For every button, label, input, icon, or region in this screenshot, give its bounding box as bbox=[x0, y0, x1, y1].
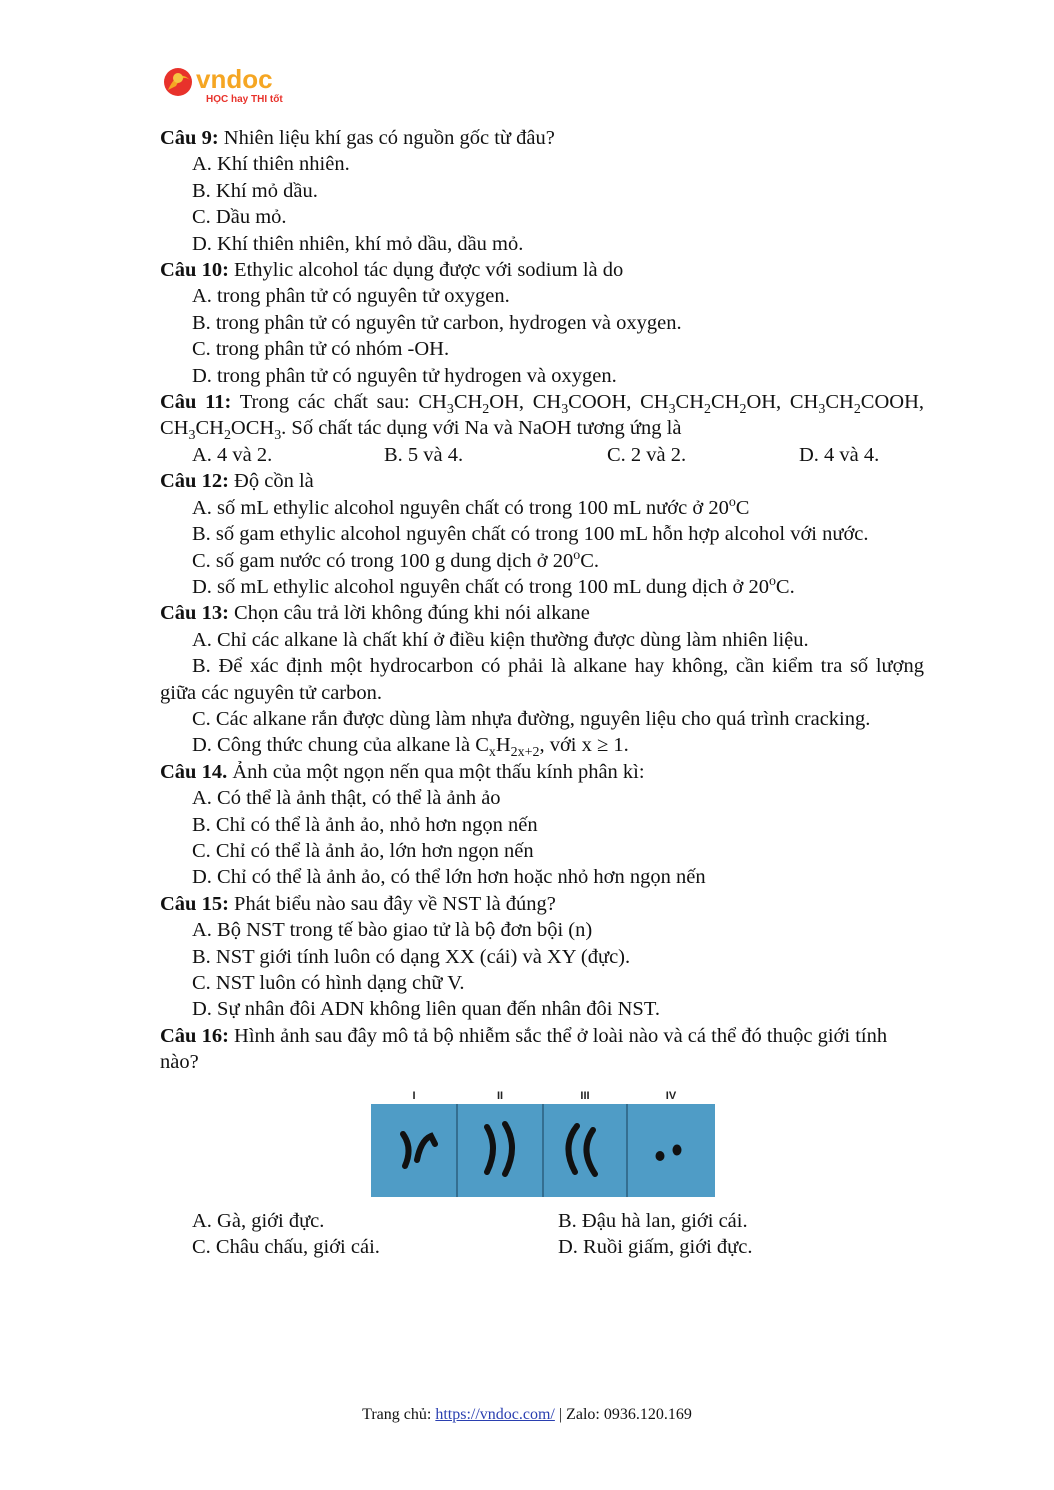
options-row bbox=[160, 1234, 924, 1260]
option: D. Chỉ có thể là ảnh ảo, có thể lớn hơn hoặc nhỏ hơn ngọn nến bbox=[192, 866, 706, 889]
option: D. Ruồi giấm, giới đực. bbox=[558, 1236, 753, 1259]
option: B. Đậu hà lan, giới cái. bbox=[558, 1210, 748, 1233]
option: B. Khí mỏ dầu. bbox=[192, 179, 318, 202]
chromosome-dot bbox=[673, 1144, 682, 1155]
option: C. số gam nước có trong 100 g dung dịch ở 20$^o$C. bbox=[192, 547, 600, 572]
vndoc-logo bbox=[160, 60, 300, 110]
option: A. Có thể là ảnh thật, có thể là ảnh ảo bbox=[192, 787, 501, 810]
homepage-link[interactable]: https://vndoc.com/ bbox=[435, 1406, 555, 1423]
option: D. Khí thiên nhiên, khí mỏ dầu, dầu mỏ. bbox=[192, 232, 524, 255]
option: C. Các alkane rắn được dùng làm nhựa đường, nguyên liệu cho quá trình cracking. bbox=[192, 707, 871, 730]
page-footer bbox=[0, 1406, 1054, 1424]
option: D. số mL ethylic alcohol nguyên chất có trong 100 mL dung dịch ở 20$^o$C. bbox=[192, 574, 795, 598]
option: C. NST luôn có hình dạng chữ V. bbox=[192, 972, 465, 994]
footer-contact: | Zalo: 0936.120.169 bbox=[554, 1406, 692, 1423]
options-row bbox=[160, 1208, 924, 1234]
question-15: Câu 15: Phát biểu nào sau đây về NST là đúng? bbox=[160, 892, 556, 915]
chromosome-figure bbox=[365, 1082, 715, 1197]
option: D. trong phân tử có nguyên tử hydrogen và oxygen. bbox=[192, 364, 617, 387]
panel-label-iii: III bbox=[580, 1089, 590, 1102]
option: B. Để xác định một hydrocarbon có phải là alkane hay không, cần kiểm tra số lượng giữa các nguyên tử carbon. bbox=[160, 655, 924, 704]
option: B. 5 và 4. bbox=[384, 443, 464, 466]
option: C. 2 và 2. bbox=[607, 443, 687, 466]
chromosome-dot bbox=[656, 1151, 665, 1161]
option: B. NST giới tính luôn có dạng XX (cái) và XY (đực). bbox=[192, 945, 631, 968]
panel-label-ii: II bbox=[496, 1089, 504, 1102]
svg-text:vndoc: vndoc bbox=[196, 64, 273, 94]
footer-prefix: Trang chủ: bbox=[362, 1406, 436, 1423]
option: D. Công thức chung của alkane là $C_xH_{2x+2}$, với x ≥ 1. bbox=[192, 734, 629, 761]
option: C. trong phân tử có nhóm -OH. bbox=[192, 338, 450, 361]
option: A. số mL ethylic alcohol nguyên chất có trong 100 mL nước ở 20$^o$C bbox=[192, 494, 750, 519]
option: C. Chỉ có thể là ảnh ảo, lớn hơn ngọn nến bbox=[192, 839, 534, 862]
question-13: Câu 13: Chọn câu trả lời không đúng khi nói alkane bbox=[160, 602, 590, 625]
question-11: Câu 11: Trong các chất sau: $CH_3CH_2OH$, $CH_3COOH$, $CH_3CH_2CH_2OH$, $CH_3CH_2COOH$, $CH_3CH_2OCH_3$. Số chất tác dụng với Na và NaOH tương ứng là bbox=[160, 391, 924, 444]
option: A. Gà, giới đực. bbox=[192, 1210, 325, 1233]
svg-text:HỌC hay THI tốt: HỌC hay THI tốt bbox=[206, 94, 283, 105]
option: B. số gam ethylic alcohol nguyên chất có trong 100 mL hỗn hợp alcohol với nước. bbox=[192, 523, 869, 546]
question-16: Câu 16: Hình ảnh sau đây mô tả bộ nhiễm sắc thể ở loài nào và cá thể đó thuộc giới tính nào? bbox=[160, 1024, 888, 1074]
option: A. trong phân tử có nguyên tử oxygen. bbox=[192, 285, 510, 308]
panel-label-i: I bbox=[412, 1089, 416, 1102]
options-row bbox=[160, 442, 924, 468]
option: D. Sự nhân đôi ADN không liên quan đến nhân đôi NST. bbox=[192, 998, 660, 1021]
panel-label-iv: IV bbox=[665, 1089, 677, 1102]
question-12: Câu 12: Độ cồn là bbox=[160, 470, 314, 493]
question-14: Câu 14. Ảnh của một ngọn nến qua một thấu kính phân kì: bbox=[160, 760, 645, 783]
option: C. Châu chấu, giới cái. bbox=[192, 1236, 380, 1259]
option: B. Chỉ có thể là ảnh ảo, nhỏ hơn ngọn nến bbox=[192, 813, 538, 836]
option: A. Chỉ các alkane là chất khí ở điều kiện thường được dùng làm nhiên liệu. bbox=[192, 628, 809, 651]
option: C. Dầu mỏ. bbox=[192, 206, 287, 229]
question-10: Câu 10: Ethylic alcohol tác dụng được với sodium là do bbox=[160, 259, 624, 282]
question-9: Câu 9: Nhiên liệu khí gas có nguồn gốc từ đâu? bbox=[160, 127, 555, 149]
option: D. 4 và 4. bbox=[799, 443, 880, 466]
option: A. Bộ NST trong tế bào giao tử là bộ đơn bội (n) bbox=[192, 919, 593, 942]
option: B. trong phân tử có nguyên tử carbon, hydrogen và oxygen. bbox=[192, 311, 682, 334]
exam-content bbox=[160, 125, 924, 1261]
option: A. 4 và 2. bbox=[192, 443, 273, 466]
option: A. Khí thiên nhiên. bbox=[192, 153, 350, 176]
